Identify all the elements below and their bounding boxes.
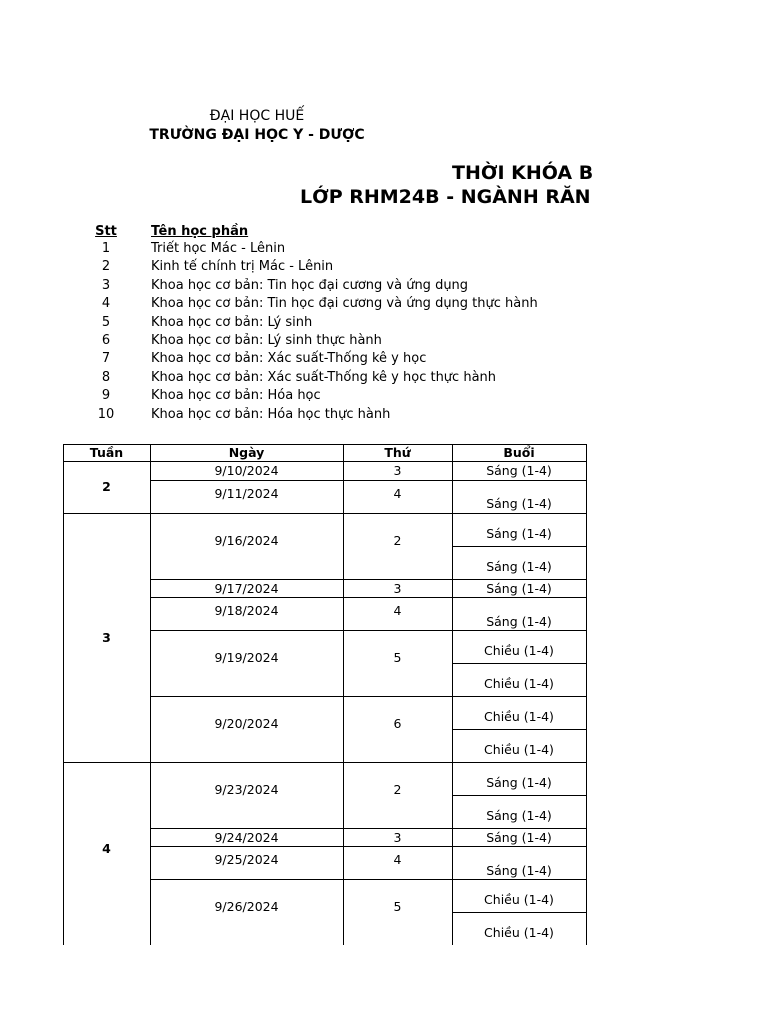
column-border xyxy=(586,444,587,945)
subject-name: Khoa học cơ bản: Tin học đại cương và ứng dụng thực hành xyxy=(151,296,538,312)
subject-stt: 8 xyxy=(101,369,111,385)
session-divider xyxy=(452,795,586,796)
subject-name: Khoa học cơ bản: Tin học đại cương và ứng dụng xyxy=(151,277,469,293)
subject-stt: 9 xyxy=(101,388,111,404)
session-cell: Sáng (1-4) xyxy=(486,829,552,845)
column-border xyxy=(452,444,453,945)
weekday-cell: 4 xyxy=(393,602,402,618)
subject-name: Khoa học cơ bản: Lý sinh thực hành xyxy=(151,333,382,348)
weekday-cell: 6 xyxy=(393,716,402,732)
session-cell: Chiều (1-4) xyxy=(484,643,554,659)
session-cell: Sáng (1-4) xyxy=(486,559,552,575)
weekday-cell: 4 xyxy=(393,851,402,867)
university-name: ĐẠI HỌC HUẾ xyxy=(209,108,305,124)
date-cell: 9/16/2024 xyxy=(214,533,279,549)
date-cell: 9/18/2024 xyxy=(214,602,279,618)
school-name: TRƯỜNG ĐẠI HỌC Y - DƯỢC xyxy=(149,127,365,143)
weekday-header: Thứ xyxy=(384,445,411,460)
session-cell: Sáng (1-4) xyxy=(486,862,552,878)
date-cell: 9/24/2024 xyxy=(214,829,279,845)
subject-name: Khoa học cơ bản: Lý sinh xyxy=(151,314,313,330)
subject-name: Kinh tế chính trị Mác - Lênin xyxy=(151,259,334,275)
session-cell: Sáng (1-4) xyxy=(486,808,552,824)
session-divider xyxy=(452,912,586,913)
week-header: Tuần xyxy=(89,445,124,460)
session-cell: Chiều (1-4) xyxy=(484,925,554,941)
date-cell: 9/10/2024 xyxy=(214,462,279,478)
weekday-cell: 3 xyxy=(393,580,402,596)
session-cell: Chiều (1-4) xyxy=(484,892,554,908)
date-cell: 9/23/2024 xyxy=(214,782,279,798)
timetable-title: THỜI KHÓA B xyxy=(452,162,594,184)
subject-stt: 4 xyxy=(101,296,111,312)
column-border xyxy=(150,444,151,945)
session-cell: Sáng (1-4) xyxy=(486,496,552,512)
subject-name: Khoa học cơ bản: Hóa học xyxy=(151,388,321,404)
week-cell: 4 xyxy=(102,841,111,857)
date-cell: 9/17/2024 xyxy=(214,580,279,596)
session-cell: Sáng (1-4) xyxy=(486,462,552,478)
subject-stt: 2 xyxy=(101,259,111,275)
weekday-cell: 2 xyxy=(393,782,402,798)
date-header: Ngày xyxy=(228,445,265,460)
column-border xyxy=(63,444,64,945)
date-cell: 9/19/2024 xyxy=(214,650,279,666)
subject-stt: 7 xyxy=(101,351,111,367)
weekday-cell: 3 xyxy=(393,462,402,478)
week-cell: 2 xyxy=(102,479,111,495)
session-cell: Sáng (1-4) xyxy=(486,613,552,629)
date-cell: 9/25/2024 xyxy=(214,851,279,867)
subject-stt: 10 xyxy=(97,406,115,422)
session-cell: Chiều (1-4) xyxy=(484,709,554,725)
weekday-cell: 2 xyxy=(393,533,402,549)
session-cell: Sáng (1-4) xyxy=(486,775,552,791)
session-divider xyxy=(452,729,586,730)
subject-stt: 1 xyxy=(101,241,111,256)
subject-stt: 3 xyxy=(101,277,111,293)
session-divider xyxy=(452,546,586,547)
date-cell: 9/11/2024 xyxy=(214,485,279,501)
subject-name-header: Tên học phần xyxy=(151,224,249,239)
weekday-cell: 5 xyxy=(393,650,402,666)
session-cell: Chiều (1-4) xyxy=(484,676,554,692)
subject-name: Khoa học cơ bản: Xác suất-Thống kê y học thực hành xyxy=(151,369,497,385)
session-cell: Chiều (1-4) xyxy=(484,742,554,758)
subject-name: Khoa học cơ bản: Xác suất-Thống kê y học xyxy=(151,351,427,367)
weekday-cell: 5 xyxy=(393,899,402,915)
stt-header: Stt xyxy=(95,224,117,239)
session-cell: Sáng (1-4) xyxy=(486,580,552,596)
week-cell: 3 xyxy=(102,630,111,646)
date-cell: 9/26/2024 xyxy=(214,899,279,915)
column-border xyxy=(343,444,344,945)
subject-stt: 6 xyxy=(101,333,111,348)
subject-name: Khoa học cơ bản: Hóa học thực hành xyxy=(151,406,391,422)
subject-stt: 5 xyxy=(101,314,111,330)
date-cell: 9/20/2024 xyxy=(214,716,279,732)
weekday-cell: 4 xyxy=(393,485,402,501)
session-cell: Sáng (1-4) xyxy=(486,526,552,542)
class-title: LỚP RHM24B - NGÀNH RĂN xyxy=(300,186,591,208)
weekday-cell: 3 xyxy=(393,829,402,845)
subject-name: Triết học Mác - Lênin xyxy=(151,241,286,256)
session-divider xyxy=(452,663,586,664)
session-header: Buổi xyxy=(503,445,535,460)
